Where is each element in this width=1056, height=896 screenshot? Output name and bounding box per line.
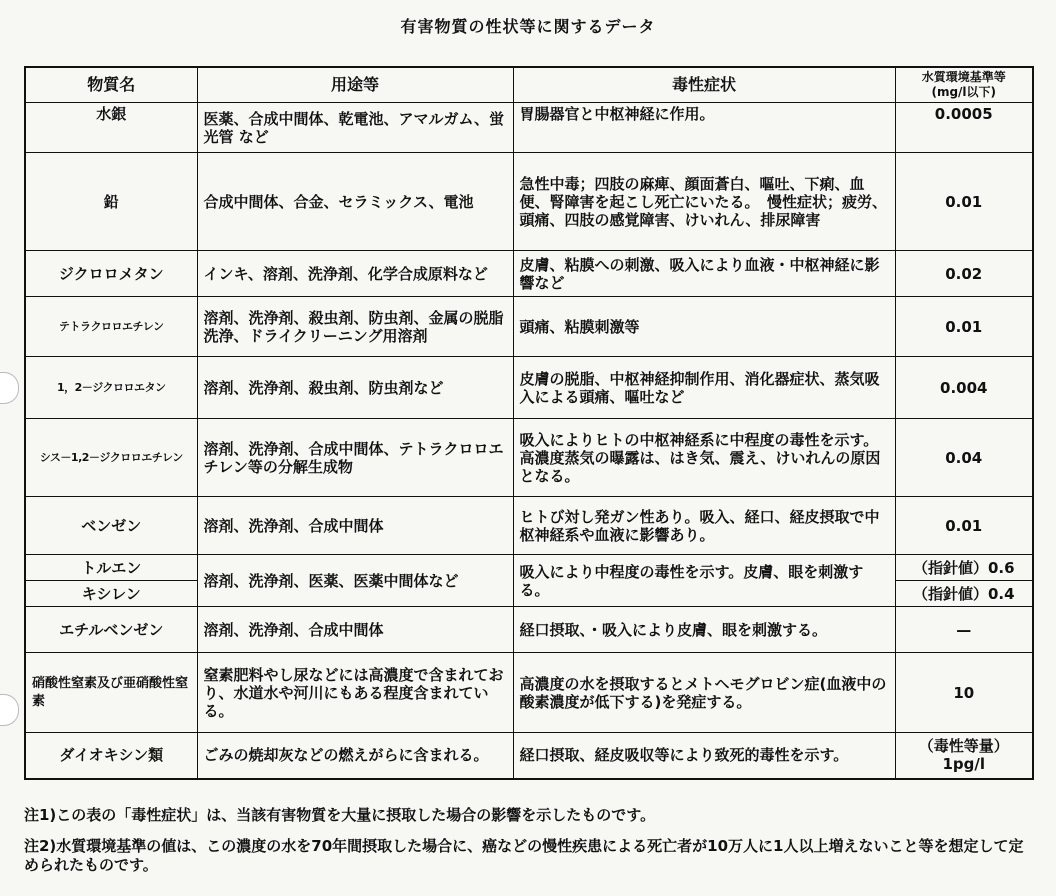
substance-name: 鉛: [25, 153, 197, 251]
symptom-cell: 吸入によりヒトの中枢神経系に中程度の毒性を示す。高濃度蒸気の曝露は、はき気、震え、けいれんの原因となる。: [513, 419, 895, 497]
use-cell: 溶剤、洗浄剤、医薬、医薬中間体など: [197, 555, 513, 607]
substance-name: ジクロロメタン: [25, 251, 197, 297]
standard-value: 0.01: [895, 497, 1033, 555]
standard-value: 0.02: [895, 251, 1033, 297]
punch-hole-lower: [0, 694, 19, 726]
substance-name: トルエン: [25, 555, 197, 581]
standard-value: 0.01: [895, 153, 1033, 251]
standard-value: 0.004: [895, 357, 1033, 419]
standard-value: [895, 733, 1033, 779]
punch-hole-upper: [0, 372, 19, 404]
header-standard-unit: (mg/l以下): [931, 85, 997, 99]
page-title: 有害物質の性状等に関するデータ: [400, 17, 656, 36]
symptom-cell: 胃腸器官と中枢神経に作用。: [513, 103, 895, 153]
symptom-cell: ヒトび対し発ガン性あり。吸入、経口、経皮摂取で中枢神経系や血液に影響あり。: [513, 497, 895, 555]
table-row: [25, 419, 1033, 497]
table-row: [25, 733, 1033, 779]
symptom-cell: 経口摂取、・吸入により皮膚、眼を刺激する。: [513, 607, 895, 653]
standard-value: （指針値）0.4: [895, 581, 1033, 607]
use-cell: 合成中間体、合金、セラミックス、電池: [197, 153, 513, 251]
symptom-cell: 頭痛、粘膜刺激等: [513, 297, 895, 357]
header-standard-label: 水質環境基準等: [921, 70, 1006, 84]
hazardous-substance-table: [24, 66, 1034, 780]
substance-name: テトラクロロエチレン: [25, 297, 197, 357]
symptom-cell: 高濃度の水を摂取するとメトヘモグロビン症(血液中の酸素濃度が低下する)を発症する。: [513, 653, 895, 733]
table-header-row: [25, 67, 1033, 103]
substance-name: キシレン: [25, 581, 197, 607]
table-row: [25, 153, 1033, 251]
header-use: 用途等: [197, 67, 513, 103]
standard-value: 10: [895, 653, 1033, 733]
standard-value: —: [895, 607, 1033, 653]
header-symptom: 毒性症状: [513, 67, 895, 103]
header-standard: [895, 67, 1033, 103]
standard-value-amount: 1pg/l: [942, 755, 986, 774]
table-row: [25, 653, 1033, 733]
standard-value: （指針値）0.6: [895, 555, 1033, 581]
use-cell: ごみの焼却灰などの燃えがらに含まれる。: [197, 733, 513, 779]
use-cell: 溶剤、洗浄剤、殺虫剤、防虫剤など: [197, 357, 513, 419]
symptom-cell: 皮膚の脱脂、中枢神経抑制作用、消化器症状、蒸気吸入による頭痛、嘔吐など: [513, 357, 895, 419]
substance-name: シス－1,2－ジクロロエチレン: [25, 419, 197, 497]
note-1: 注1)この表の「毒性症状」は、当該有害物質を大量に摂取した場合の影響を示したものです。: [24, 806, 656, 824]
substance-name: 水銀: [25, 103, 197, 153]
use-cell: インキ、溶剤、洗浄剤、化学合成原料など: [197, 251, 513, 297]
standard-value: 0.04: [895, 419, 1033, 497]
substance-name: エチルベンゼン: [25, 607, 197, 653]
substance-name: 硝酸性窒素及び亜硝酸性窒素: [25, 653, 197, 733]
standard-value: 0.0005: [895, 103, 1033, 153]
substance-name: ダイオキシン類: [25, 733, 197, 779]
table-row: [25, 607, 1033, 653]
substance-name: 1，2－ジクロロエタン: [25, 357, 197, 419]
standard-value-label: （毒性等量）: [918, 737, 1009, 756]
symptom-cell: 吸入により中程度の毒性を示す。皮膚、眼を刺激する。: [513, 555, 895, 607]
use-cell: 医薬、合成中間体、乾電池、アマルガム、蛍光管 など: [197, 103, 513, 153]
use-cell: 窒素肥料やし尿などには高濃度で含まれており、水道水や河川にもある程度含まれている。: [197, 653, 513, 733]
symptom-cell: 皮膚、粘膜への刺激、吸入により血液・中枢神経に影響など: [513, 251, 895, 297]
table-row: [25, 497, 1033, 555]
table-row: [25, 103, 1033, 153]
table-row: [25, 251, 1033, 297]
use-cell: 溶剤、洗浄剤、合成中間体: [197, 607, 513, 653]
table-row: [25, 555, 1033, 581]
table-row: [25, 297, 1033, 357]
symptom-cell: 経口摂取、経皮吸収等により致死的毒性を示す。: [513, 733, 895, 779]
header-substance: 物質名: [25, 67, 197, 103]
use-cell: 溶剤、洗浄剤、合成中間体、テトラクロロエチレン等の分解生成物: [197, 419, 513, 497]
note-2: 注2)水質環境基準の値は、この濃度の水を70年間摂取した場合に、癌などの慢性疾患による死亡者が10万人に1人以上増えないこと等を想定して定められたものです。: [24, 837, 1024, 874]
notes: [24, 806, 1034, 887]
symptom-cell: 急性中毒；四肢の麻痺、顔面蒼白、嘔吐、下痢、血便、腎障害を起こし死亡にいたる。 慢性症状；疲労、頭痛、四肢の感覚障害、けいれん、排尿障害: [513, 153, 895, 251]
use-cell: 溶剤、洗浄剤、殺虫剤、防虫剤、金属の脱脂洗浄、ドライクリーニング用溶剤: [197, 297, 513, 357]
substance-name: ベンゼン: [25, 497, 197, 555]
table-row: [25, 357, 1033, 419]
use-cell: 溶剤、洗浄剤、合成中間体: [197, 497, 513, 555]
standard-value: 0.01: [895, 297, 1033, 357]
